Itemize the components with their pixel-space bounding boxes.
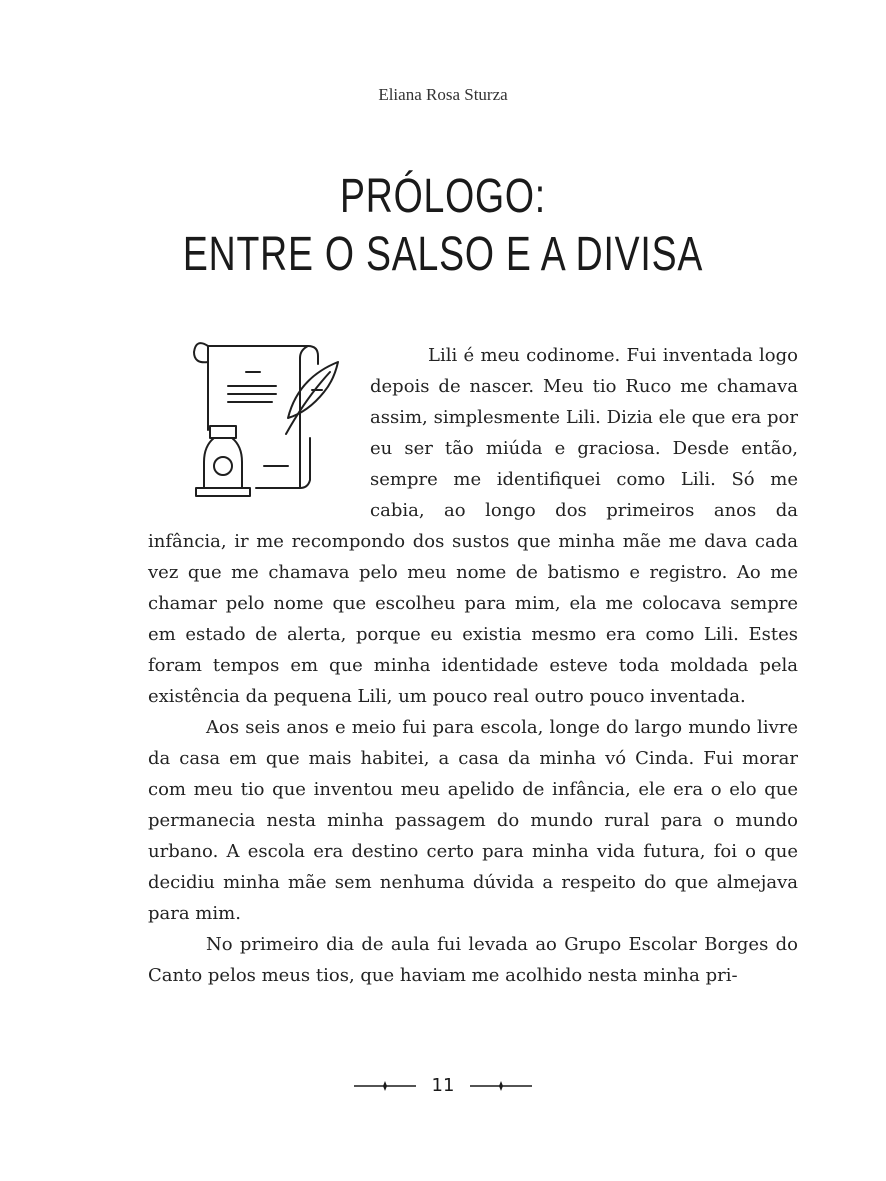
- chapter-body: [148, 340, 798, 991]
- chapter-title-line-1: PRÓLOGO:: [340, 170, 546, 223]
- paragraph-3: No primeiro dia de aula fui levada ao Grupo Escolar Borges do Canto pelos meus tios, que haviam me acolhido nesta minha pri-: [148, 934, 798, 986]
- page-footer: [0, 1075, 886, 1096]
- chapter-title-line-2: ENTRE O SALSO E A DIVISA: [182, 228, 704, 281]
- chapter-title: [97, 168, 788, 284]
- paragraph-2: Aos seis anos e meio fui para escola, longe do largo mundo livre da casa em que mais habitei, a casa da minha vó Cinda. Fui morar com meu tio que inventou meu apelido de infância, ele era o elo que permanecia nesta minha passagem do mundo rural para o mundo urbano. A escola era destino certo para minha vida futura, foi o que decidiu minha mãe sem nenhuma dúvida a respeito do que almejava para mim.: [148, 717, 798, 924]
- paragraph-1: Lili é meu codinome. Fui inventada logo depois de nascer. Meu tio Ruco me chamava assim, simplesmente Lili. Dizia ele que era por eu ser tão miúda e graciosa. Desde então, sempre me identifiquei como Lili. Só me cabia, ao longo dos primeiros anos da infância, ir me recompondo dos sustos que minha mãe me dava cada vez que me chamava pelo meu nome de batismo e registro. Ao me chamar pelo nome que escolheu para mim, ela me colocava sempre em estado de alerta, porque eu existia mesmo era como Lili. Estes foram tempos em que minha identidade esteve toda moldada pela existência da pequena Lili, um pouco real outro pouco inventada.: [148, 345, 798, 707]
- ornament-line-left-icon: [354, 1080, 416, 1092]
- running-header-author: Eliana Rosa Sturza: [378, 85, 508, 104]
- ornament-line-right-icon: [470, 1080, 532, 1092]
- scroll-with-quill-and-inkwell-icon: [148, 338, 370, 524]
- page-number: 11: [431, 1075, 455, 1096]
